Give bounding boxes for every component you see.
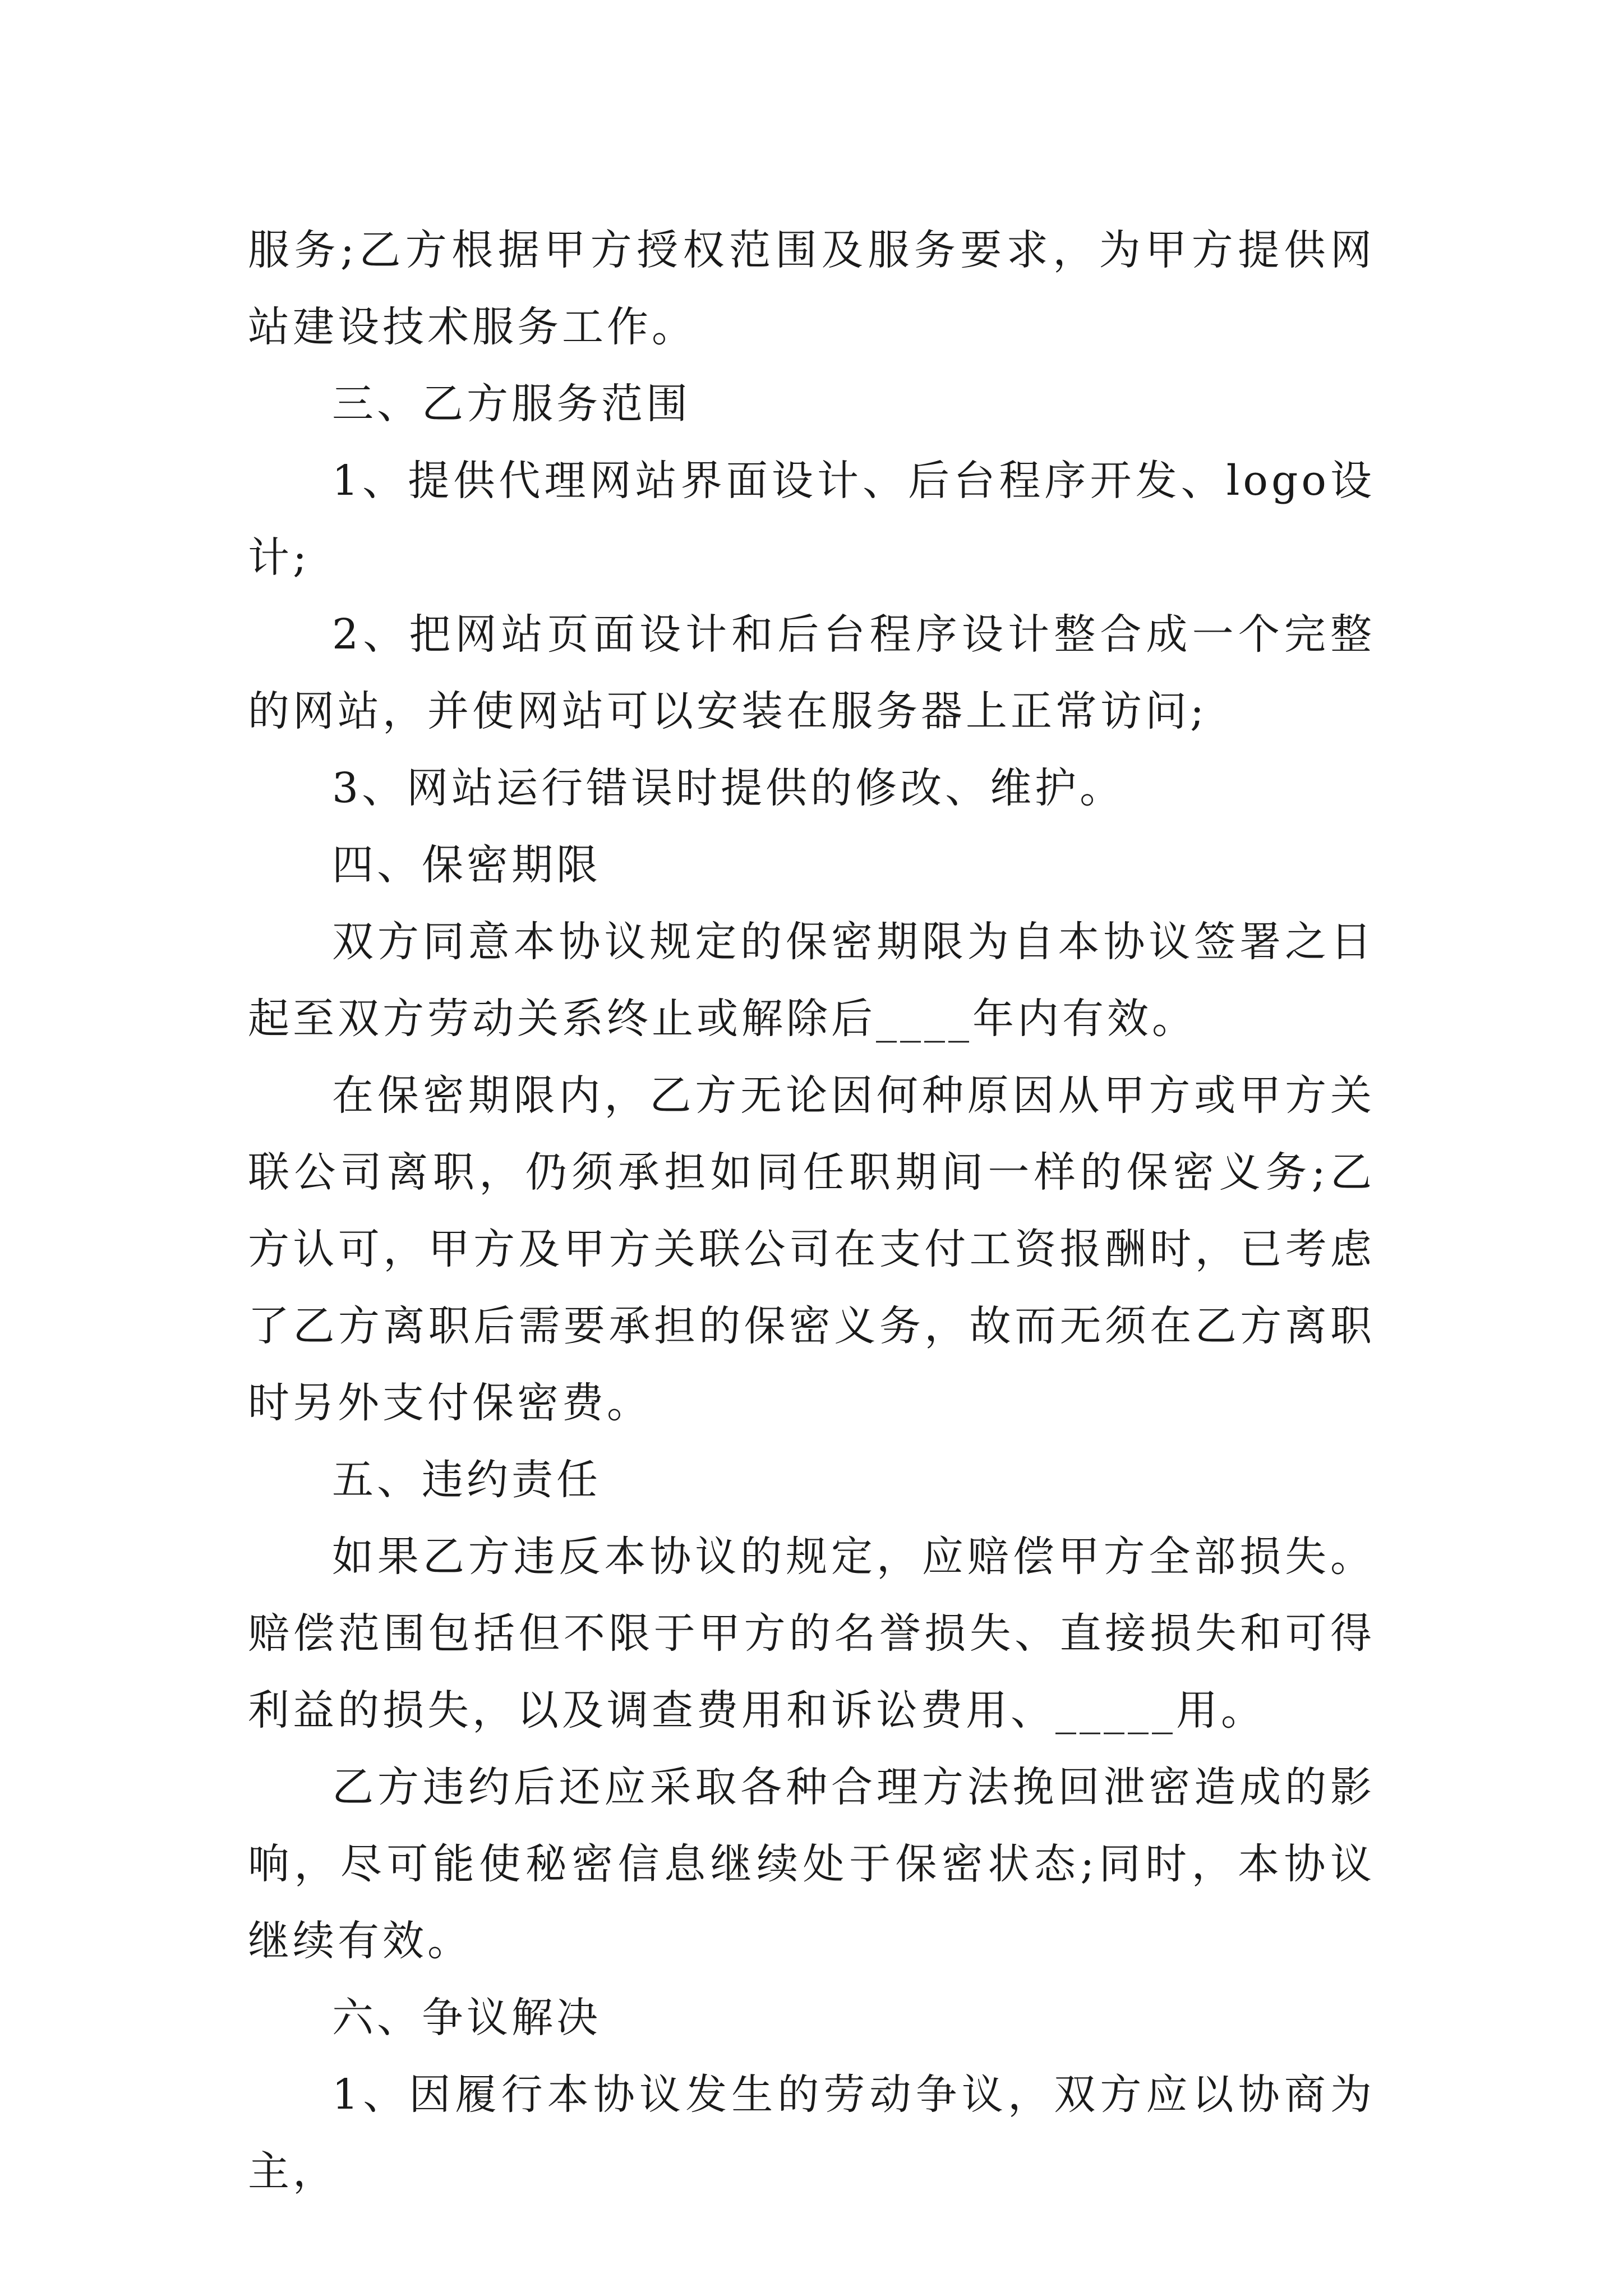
section-heading: 六、争议解决	[332, 1994, 601, 2042]
list-item: 1、提供代理网站界面设计、后台程序开发、logo设计;	[248, 457, 1375, 582]
section-heading: 五、违约责任	[332, 1456, 601, 1504]
list-item: 1、因履行本协议发生的劳动争议，双方应以协商为主，	[248, 2070, 1375, 2196]
paragraph: 乙方违约后还应采取各种合理方法挽回泄密造成的影响，尽可能使秘密信息继续处于保密状态;同时，本协议继续有效。	[248, 1763, 1375, 1965]
section-heading: 四、保密期限	[332, 841, 601, 889]
paragraph: 在保密期限内，乙方无论因何种原因从甲方或甲方关联公司离职，仍须承担如同任职期间一样的保密义务;乙方认可，甲方及甲方关联公司在支付工资报酬时，已考虑了乙方离职后需要承担的保密义务，故而无须在乙方离职时另外支付保密费。	[248, 1071, 1375, 1427]
paragraph: 双方同意本协议规定的保密期限为自本协议签署之日起至双方劳动关系终止或解除后____年内有效。	[248, 918, 1375, 1043]
paragraph: 服务;乙方根据甲方授权范围及服务要求，为甲方提供网站建设技术服务工作。	[248, 226, 1375, 351]
document-body	[248, 212, 1375, 2210]
list-item: 2、把网站页面设计和后台程序设计整合成一个完整的网站，并使网站可以安装在服务器上正常访问;	[248, 610, 1375, 735]
paragraph: 如果乙方违反本协议的规定，应赔偿甲方全部损失。赔偿范围包括但不限于甲方的名誉损失、直接损失和可得利益的损失，以及调查费用和诉讼费用、_____用。	[248, 1533, 1375, 1734]
list-item: 3、网站运行错误时提供的修改、维护。	[332, 764, 1125, 812]
section-heading: 三、乙方服务范围	[332, 380, 691, 428]
